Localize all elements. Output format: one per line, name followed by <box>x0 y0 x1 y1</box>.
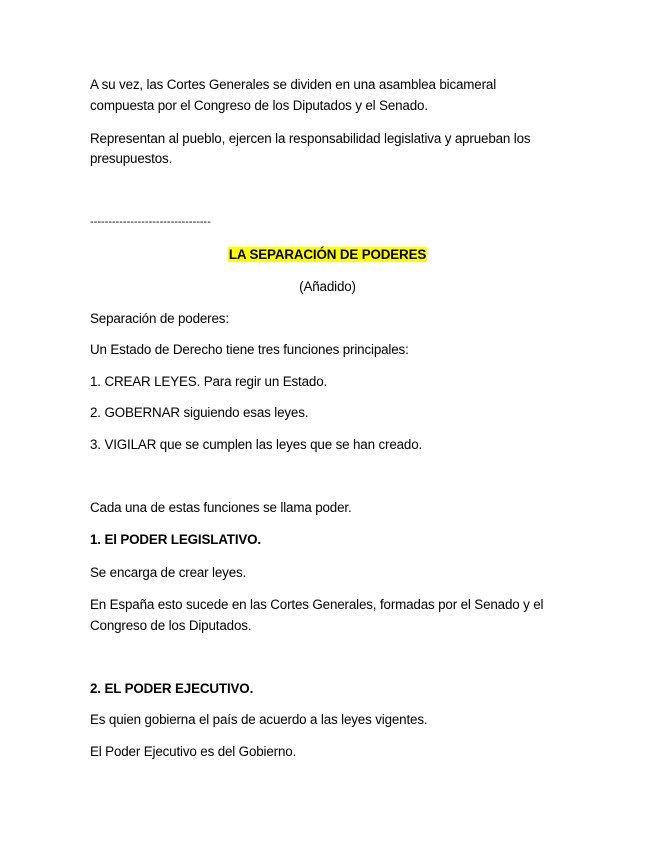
intro-line-4: presupuestos. <box>90 151 173 166</box>
intro-line-1: A su vez, las Cortes Generales se dividen en una asamblea bicameral <box>90 77 497 92</box>
section-title: LA SEPARACIÓN DE PODERES <box>228 247 427 262</box>
legislativo-paragraph-2-line-1: En España esto sucede en las Cortes Generales, formadas por el Senado y el <box>90 597 544 612</box>
section-divider: --------------------------------- <box>90 216 211 228</box>
legislativo-paragraph-2-line-2: Congreso de los Diputados. <box>90 618 252 633</box>
ejecutivo-paragraph-1: Es quien gobierna el país de acuerdo a las leyes vigentes. <box>90 712 428 727</box>
list-item: 2. GOBERNAR siguiendo esas leyes. <box>90 405 309 420</box>
legislativo-heading: 1. El PODER LEGISLATIVO. <box>90 532 262 547</box>
list-item: 1. CREAR LEYES. Para regir un Estado. <box>90 374 328 389</box>
section-summary: Cada una de estas funciones se llama poder. <box>90 500 352 515</box>
ejecutivo-paragraph-2: El Poder Ejecutivo es del Gobierno. <box>90 744 297 759</box>
legislativo-paragraph-1: Se encarga de crear leyes. <box>90 565 247 580</box>
ejecutivo-heading: 2. EL PODER EJECUTIVO. <box>90 681 254 696</box>
intro-line-2: compuesta por el Congreso de los Diputados y el Senado. <box>90 98 428 113</box>
section-lead: Un Estado de Derecho tiene tres funciones principales: <box>90 342 409 357</box>
intro-line-3: Representan al pueblo, ejercen la responsabilidad legislativa y aprueban los <box>90 131 531 146</box>
list-item: 3. VIGILAR que se cumplen las leyes que se han creado. <box>90 437 423 452</box>
section-heading: Separación de poderes: <box>90 311 229 326</box>
section-subtitle: (Añadido) <box>299 279 356 294</box>
section-title-wrap <box>0 246 655 264</box>
